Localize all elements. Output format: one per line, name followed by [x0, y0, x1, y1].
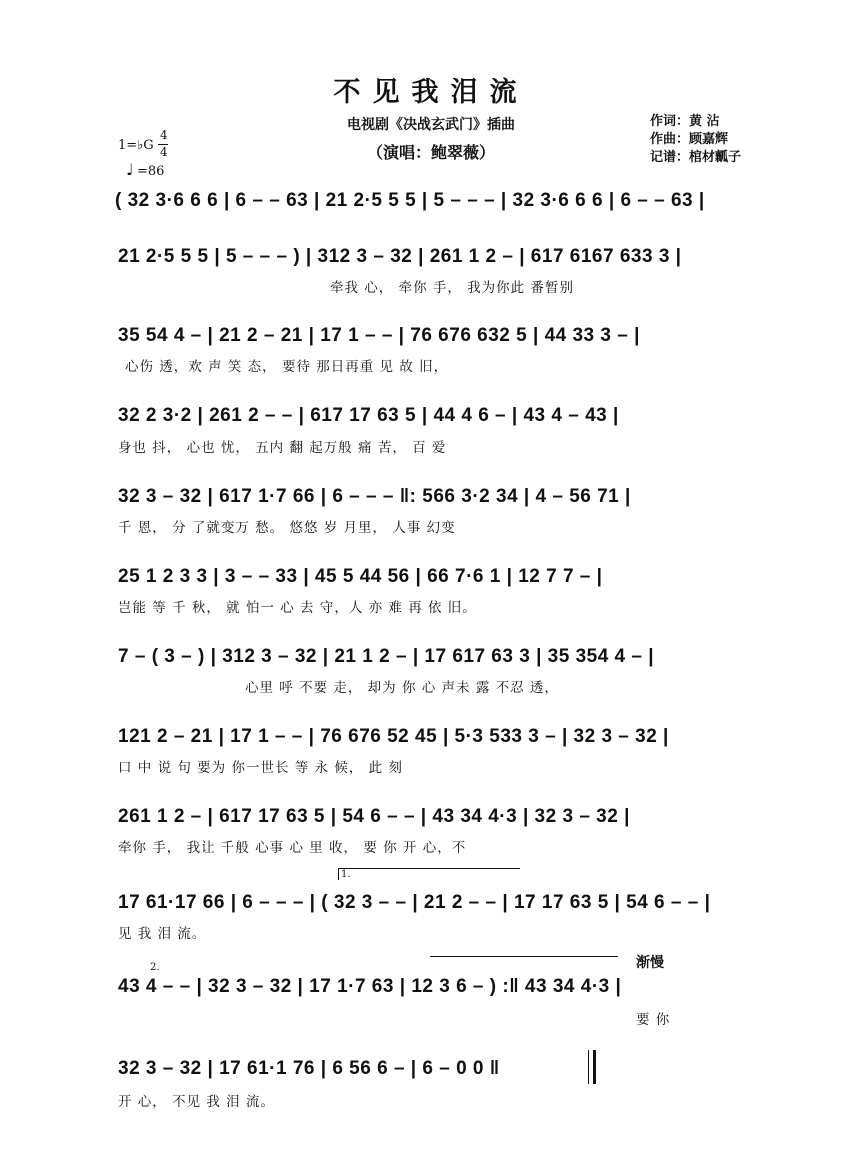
meter-top: 4 [160, 128, 168, 142]
score-line-4-lyrics: 身也 抖， 心也 忧， 五内 翻 起万般 痛 苦， 百 爱 [118, 440, 447, 456]
final-barline-thin [588, 1050, 589, 1084]
score-line-1-notes: ( 32 3·6 6 6 | 6 – – 63 | 21 2·5 5 5 | 5 – – – | 32 3·6 6 6 | 6 – – 63 | [115, 190, 705, 211]
transcriber-credit: 记谱：棺材瓤子 [650, 150, 742, 165]
score-line-3-notes: 35 54 4 – | 21 2 – 21 | 17 1 – – | 76 676 632 5 | 44 33 3 – | [118, 325, 640, 346]
rit-bracket [430, 956, 618, 957]
score-line-9-notes: 261 1 2 – | 617 17 63 5 | 54 6 – – | 43 34 4·3 | 32 3 – 32 | [118, 806, 630, 827]
score-line-8-lyrics: 口 中 说 句 要为 你一世长 等 永 候， 此 刻 [118, 760, 403, 776]
score-line-8-notes: 121 2 – 21 | 17 1 – – | 76 676 52 45 | 5·3 533 3 – | 32 3 – 32 | [118, 726, 669, 747]
volta-2-label: 2. [150, 962, 160, 973]
score-line-11-lyrics: 要 你 [636, 1012, 671, 1028]
tempo-marking: =86 [137, 164, 165, 179]
score-line-7-notes: 7 – ( 3 – ) | 312 3 – 32 | 21 1 2 – | 17 617 63 3 | 35 354 4 – | [118, 646, 655, 667]
volta-1-bracket [338, 868, 520, 869]
score-line-12-notes: 32 3 – 32 | 17 61·1 76 | 6 56 6 – | 6 – 0 0 ‖ [118, 1058, 500, 1079]
composer-credit: 作曲：顾嘉辉 [650, 132, 729, 147]
volta-1-label: 1. [341, 869, 351, 880]
score-line-3-lyrics: 心伤 透，欢 声 笑 态， 要待 那日再重 见 故 旧， [125, 359, 449, 375]
volta-1-bracket-left [338, 868, 339, 880]
score-line-5-notes: 32 3 – 32 | 617 1·7 66 | 6 – – – ‖: 566 3·2 34 | 4 – 56 71 | [118, 486, 631, 507]
score-line-12-lyrics: 开 心， 不见 我 泪 流。 [118, 1094, 275, 1110]
quarter-note-icon: ♩ [126, 160, 134, 179]
singer-credit: （演唱：鲍翠薇） [366, 143, 495, 162]
score-line-11-notes: 43 4 – – | 32 3 – 32 | 17 1·7 63 | 12 3 6 – ) :‖ 43 34 4·3 | [118, 976, 622, 997]
subtitle: 电视剧《决战玄武门》插曲 [347, 117, 515, 133]
score-line-10-lyrics: 见 我 泪 流。 [118, 926, 207, 942]
score-line-7-lyrics: 心里 呼 不要 走， 却为 你 心 声未 露 不忍 透， [245, 680, 559, 696]
lyricist-credit: 作词：黄 沾 [650, 114, 720, 129]
score-line-2-notes: 21 2·5 5 5 | 5 – – – ) | 312 3 – 32 | 261 1 2 – | 617 6167 633 3 | [118, 246, 682, 267]
rit-marking: 渐慢 [636, 955, 664, 971]
score-line-2-lyrics: 牵我 心， 牵你 手， 我为你此 番暂别 [330, 280, 574, 296]
meter-bottom: 4 [160, 145, 168, 159]
key-signature: 1=♭G [118, 138, 154, 153]
page-title: 不见我泪流 [333, 77, 529, 108]
score-line-6-notes: 25 1 2 3 3 | 3 – – 33 | 45 5 44 56 | 66 7·6 1 | 12 7 7 – | [118, 566, 603, 587]
final-barline-thick [593, 1050, 596, 1084]
score-line-10-notes: 17 61·17 66 | 6 – – – | ( 32 3 – – | 21 2 – – | 17 17 63 5 | 54 6 – – | [118, 892, 711, 913]
score-line-9-lyrics: 牵你 手， 我让 千般 心事 心 里 收， 要 你 开 心，不 [118, 840, 467, 856]
score-line-6-lyrics: 岂能 等 千 秋， 就 怕一 心 去 守，人 亦 难 再 依 旧。 [118, 600, 477, 616]
score-line-4-notes: 32 2 3·2 | 261 2 – – | 617 17 63 5 | 44 4 6 – | 43 4 – 43 | [118, 405, 619, 426]
score-line-5-lyrics: 千 恩， 分 了就变万 愁。 悠悠 岁 月里， 人事 幻变 [118, 520, 456, 536]
